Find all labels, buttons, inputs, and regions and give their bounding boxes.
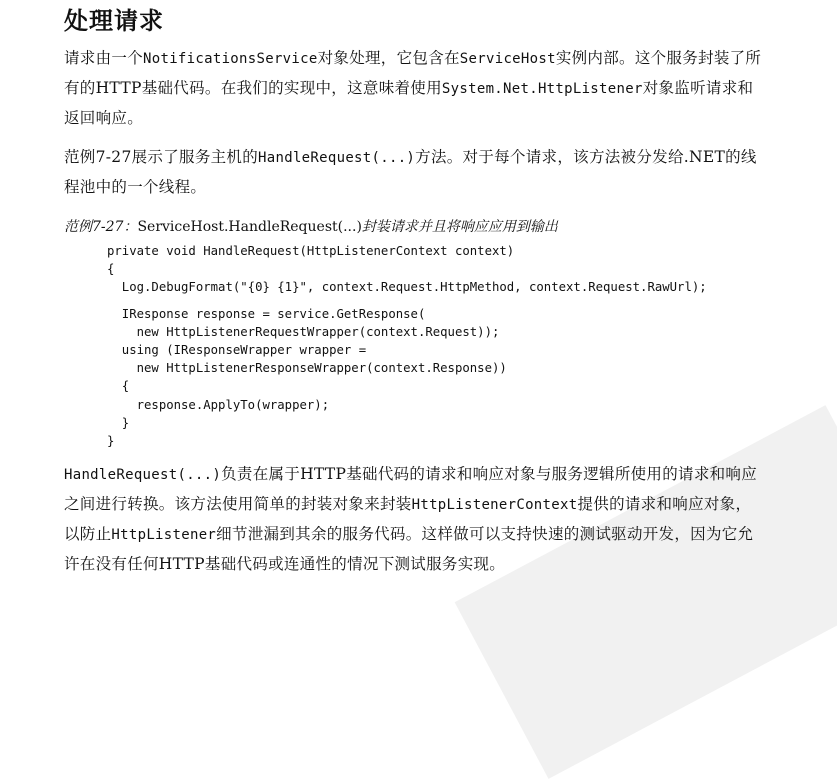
inline-code: HttpListener (111, 527, 217, 544)
text: 对象监听请求和返回响应。 (64, 79, 754, 127)
paragraph-intro (64, 44, 764, 133)
code-listing (107, 242, 764, 450)
paragraph-explanation (64, 460, 764, 579)
text: 范例7-27展示了服务主机的 (64, 148, 259, 166)
inline-code: HandleRequest(...) (64, 467, 222, 484)
caption-code: ServiceHost.HandleRequest(...) (137, 219, 362, 235)
code-line: private void HandleRequest(HttpListenerContext context) (107, 244, 515, 258)
inline-code: ServiceHost (459, 51, 556, 67)
code-line: response.ApplyTo(wrapper); (107, 397, 330, 412)
code-line: using (IResponseWrapper wrapper = (107, 343, 367, 358)
text: 方法。对于每个请求，该方法被分发给.NET的线程池中的一个线程。 (64, 148, 757, 196)
inline-code: HttpListenerContext (411, 497, 578, 514)
code-line: new HttpListenerResponseWrapper(context.Response)) (107, 361, 507, 376)
inline-code: System.Net.HttpListener (441, 81, 643, 97)
text: 细节泄漏到其余的服务代码。这样做可以支持快速的测试驱动开发，因为它允许在没有任何HTTP基础代码或连通性的情况下测试服务实现。 (64, 525, 754, 574)
code-line: new HttpListenerRequestWrapper(context.Request)); (107, 324, 500, 339)
document-page (64, 6, 764, 579)
text: 实例内部。这个服务封装了所有的HTTP基础代码。在我们的实现中，这意味着使用 (64, 49, 762, 97)
text: 请求由一个 (64, 49, 144, 67)
code-line: IResponse response = service.GetResponse( (107, 306, 426, 321)
caption-label: 范例7-27： (64, 219, 138, 235)
text: 负责在属于HTTP基础代码的请求和响应对象与服务逻辑所使用的请求和响应之间进行转换。该方法使用简单的封装对象来封装 (64, 465, 758, 514)
code-line: Log.DebugFormat("{0} {1}", context.Request.HttpMethod, context.Request.RawUrl); (107, 280, 707, 295)
example-caption (64, 216, 764, 238)
code-blank-line (107, 297, 764, 305)
code-line: { (107, 379, 130, 394)
section-heading: 处理请求 (64, 7, 164, 35)
caption-text: 封装请求并且将响应应用到输出 (361, 219, 558, 235)
text: 对象处理，它包含在 (317, 49, 460, 67)
inline-code: HandleRequest(...) (258, 150, 416, 166)
paragraph-example-intro (64, 143, 764, 202)
code-line: { (107, 262, 115, 277)
text: 提供的请求和响应对象，以防止 (64, 495, 752, 544)
inline-code: NotificationsService (143, 51, 318, 67)
code-line: } (107, 415, 130, 430)
code-line: } (107, 434, 115, 449)
